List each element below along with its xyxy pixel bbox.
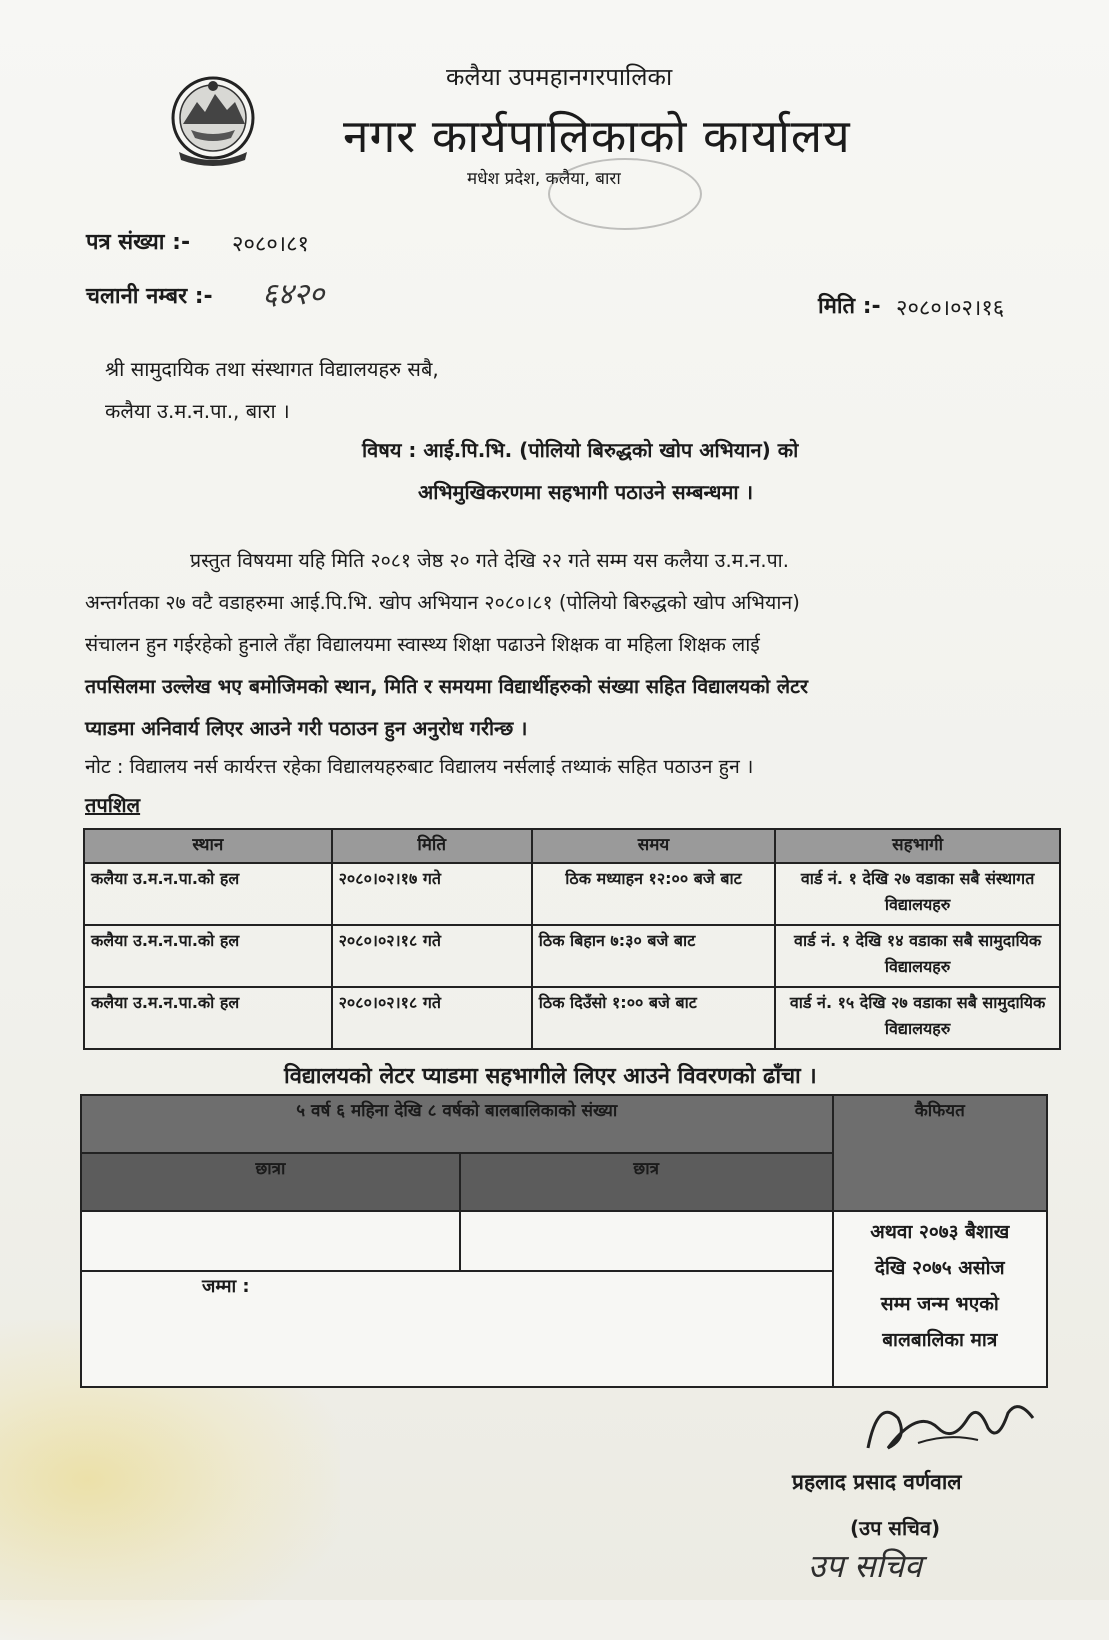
schedule-cell: कलैया उ.म.न.पा.को हल bbox=[84, 987, 332, 1049]
addressee-line-1: श्री सामुदायिक तथा संस्थागत विद्यालयहरु सबै, bbox=[105, 357, 439, 381]
signer-name: प्रहलाद प्रसाद वर्णवाल bbox=[792, 1470, 962, 1494]
girls-count-cell bbox=[81, 1211, 460, 1271]
form-table bbox=[80, 1094, 1048, 1388]
remarks-header: कैफियत bbox=[833, 1095, 1047, 1211]
main-office-title: नगर कार्यपालिकाको कार्यालय bbox=[343, 109, 851, 163]
addressee-line-2: कलैया उ.म.न.पा., बारा । bbox=[105, 399, 290, 423]
body-line: प्रस्तुत विषयमा यहि मिति २०८१ जेष्ठ २० गते देखि २२ गते सम्म यस कलैया उ.म.न.पा. bbox=[190, 549, 789, 572]
body-line: संचालन हुन गईरहेको हुनाले तँहा विद्यालयमा स्वास्थ्य शिक्षा पढाउने शिक्षक वा महिला शिक्षक लाई bbox=[85, 633, 760, 656]
schedule-title: तपशिल bbox=[85, 793, 141, 817]
table-row bbox=[84, 863, 1060, 925]
signer-title-handwritten: उप सचिव bbox=[808, 1547, 922, 1585]
schedule-cell: वार्ड नं. १५ देखि २७ वडाका सबै सामुदायिक विद्यालयहरु bbox=[775, 987, 1060, 1049]
schedule-cell: ठिक मध्याहन १२:०० बजे बाट bbox=[532, 863, 775, 925]
remarks-line: देखि २०७५ असोज bbox=[874, 1257, 1005, 1279]
boys-header: छात्र bbox=[460, 1153, 833, 1211]
table-row bbox=[84, 987, 1060, 1049]
schedule-cell: कलैया उ.म.न.पा.को हल bbox=[84, 925, 332, 987]
schedule-header-cell: सहभागी bbox=[775, 829, 1060, 863]
table-row bbox=[84, 925, 1060, 987]
remarks-line: अथवा २०७३ बैशाख bbox=[870, 1221, 1010, 1243]
schedule-cell: ठिक दिउँसो १:०० बजे बाट bbox=[532, 987, 775, 1049]
signer-title: (उप सचिव) bbox=[850, 1516, 941, 1540]
nepal-government-emblem-icon bbox=[165, 72, 261, 170]
schedule-header-row bbox=[84, 829, 1060, 863]
form-title: विद्यालयको लेटर प्याडमा सहभागीले लिएर आउने विवरणको ढाँचा । bbox=[284, 1064, 817, 1089]
miti-label: मिति :- bbox=[818, 294, 881, 319]
signature-icon bbox=[858, 1388, 1048, 1468]
remarks-line: सम्म जन्म भएको bbox=[880, 1293, 999, 1315]
schedule-cell: वार्ड नं. १ देखि २७ वडाका सबै संस्थागत विद्यालयहरु bbox=[775, 863, 1060, 925]
note-line: नोट : विद्यालय नर्स कार्यरत्त रहेका विद्यालयहरुबाट विद्यालय नर्सलाई तथ्याकं सहित पठाउन हुन । bbox=[85, 755, 754, 778]
schedule-cell: वार्ड नं. १ देखि १४ वडाका सबै सामुदायिक विद्यालयहरु bbox=[775, 925, 1060, 987]
letter-body bbox=[85, 540, 1045, 784]
schedule-cell: २०८०।०२।१८ गते bbox=[332, 987, 532, 1049]
patra-sankhya-value: २०८०।८१ bbox=[232, 232, 309, 257]
subject-line-1: विषय : आई.पि.भि. (पोलियो बिरुद्धको खोप अभियान) को bbox=[362, 438, 799, 462]
schedule-cell: २०८०।०२।१७ गते bbox=[332, 863, 532, 925]
schedule-table bbox=[83, 828, 1061, 1050]
remarks-cell bbox=[833, 1211, 1047, 1387]
boys-count-cell bbox=[460, 1211, 833, 1271]
schedule-cell: २०८०।०२।१८ गते bbox=[332, 925, 532, 987]
schedule-header-cell: समय bbox=[532, 829, 775, 863]
office-region: मधेश प्रदेश, कलैया, बारा bbox=[467, 169, 621, 189]
sub-office-name: कलैया उपमहानगरपालिका bbox=[446, 63, 673, 91]
signature-mark bbox=[858, 1388, 1048, 1479]
subject-line-2: अभिमुखिकरणमा सहभागी पठाउने सम्बन्धमा । bbox=[418, 480, 754, 504]
schedule-cell: ठिक बिहान ७:३० बजे बाट bbox=[532, 925, 775, 987]
body-line: प्याडमा अनिवार्य लिएर आउने गरी पठाउन हुन अनुरोध गरीन्छ । bbox=[85, 717, 528, 740]
schedule-header-cell: मिति bbox=[332, 829, 532, 863]
girls-header: छात्रा bbox=[81, 1153, 460, 1211]
chalani-value: ६४२० bbox=[262, 277, 325, 312]
miti-value: २०८०।०२।१६ bbox=[896, 296, 1005, 321]
total-label: जम्मा : bbox=[81, 1271, 833, 1387]
age-group-header: ५ वर्ष ६ महिना देखि ८ वर्षको बालबालिकाको संख्या bbox=[81, 1095, 833, 1153]
schedule-header-cell: स्थान bbox=[84, 829, 332, 863]
chalani-label: चलानी नम्बर :- bbox=[86, 284, 213, 309]
body-line: तपसिलमा उल्लेख भए बमोजिमको स्थान, मिति र समयमा विद्यार्थीहरुको संख्या सहित विद्यालयको लेटर bbox=[85, 675, 808, 698]
remarks-line: बालबालिका मात्र bbox=[882, 1329, 998, 1351]
schedule-cell: कलैया उ.म.न.पा.को हल bbox=[84, 863, 332, 925]
patra-sankhya-label: पत्र संख्या :- bbox=[86, 230, 191, 255]
body-line: अन्तर्गतका २७ वटै वडाहरुमा आई.पि.भि. खोप अभियान २०८०।८१ (पोलियो बिरुद्धको खोप अभियान) bbox=[85, 591, 800, 614]
